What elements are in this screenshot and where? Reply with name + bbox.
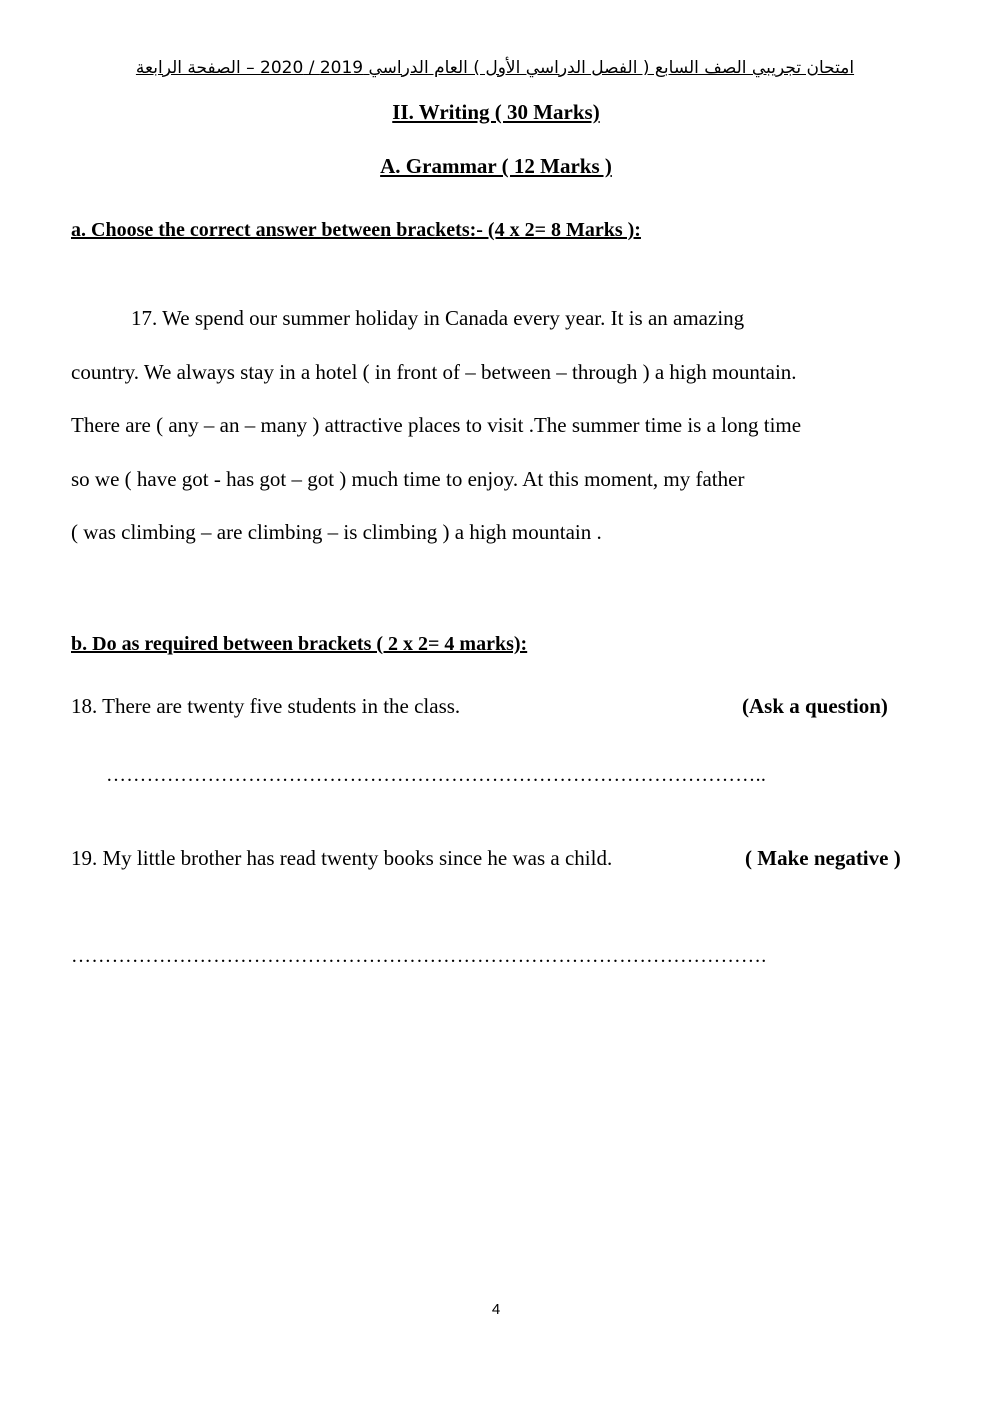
page-number: 4 [491,1301,501,1318]
part-a-heading: a. Choose the correct answer between brackets:- (4 x 2= 8 Marks ): [71,219,641,241]
part-b-heading: b. Do as required between brackets ( 2 x 2= 4 marks): [71,633,528,655]
question-18-instruction: (Ask a question) [742,694,888,718]
question-19-text: 19. My little brother has read twenty books since he was a child. [71,846,613,870]
passage-line-5: ( was climbing – are climbing – is climbing ) a high mountain . [71,520,602,544]
question-18-answer-line[interactable]: …………………………………………………………………………………….. [106,764,767,786]
question-19-answer-line[interactable]: …………………………………………………………………………………………. [71,945,767,967]
passage-line-4: so we ( have got - has got – got ) much time to enjoy. At this moment, my father [71,467,745,491]
passage-line-3: There are ( any – an – many ) attractive places to visit .The summer time is a long time [71,413,802,437]
exam-header: امتحان تجريبي الصف السابع ( الفصل الدراسي الأول ) العام الدراسي 2019 / 2020 – الصفحة الرابعة [135,58,855,78]
writing-section-title: II. Writing ( 30 Marks) [392,100,600,124]
passage-line-1: 17. We spend our summer holiday in Canada every year. It is an amazing [131,306,745,330]
grammar-section-title: A. Grammar ( 12 Marks ) [380,154,612,178]
question-18-text: 18. There are twenty five students in the class. [71,694,461,718]
question-19-instruction: ( Make negative ) [745,846,901,870]
passage-line-2: country. We always stay in a hotel ( in front of – between – through ) a high mountain. [71,360,797,384]
